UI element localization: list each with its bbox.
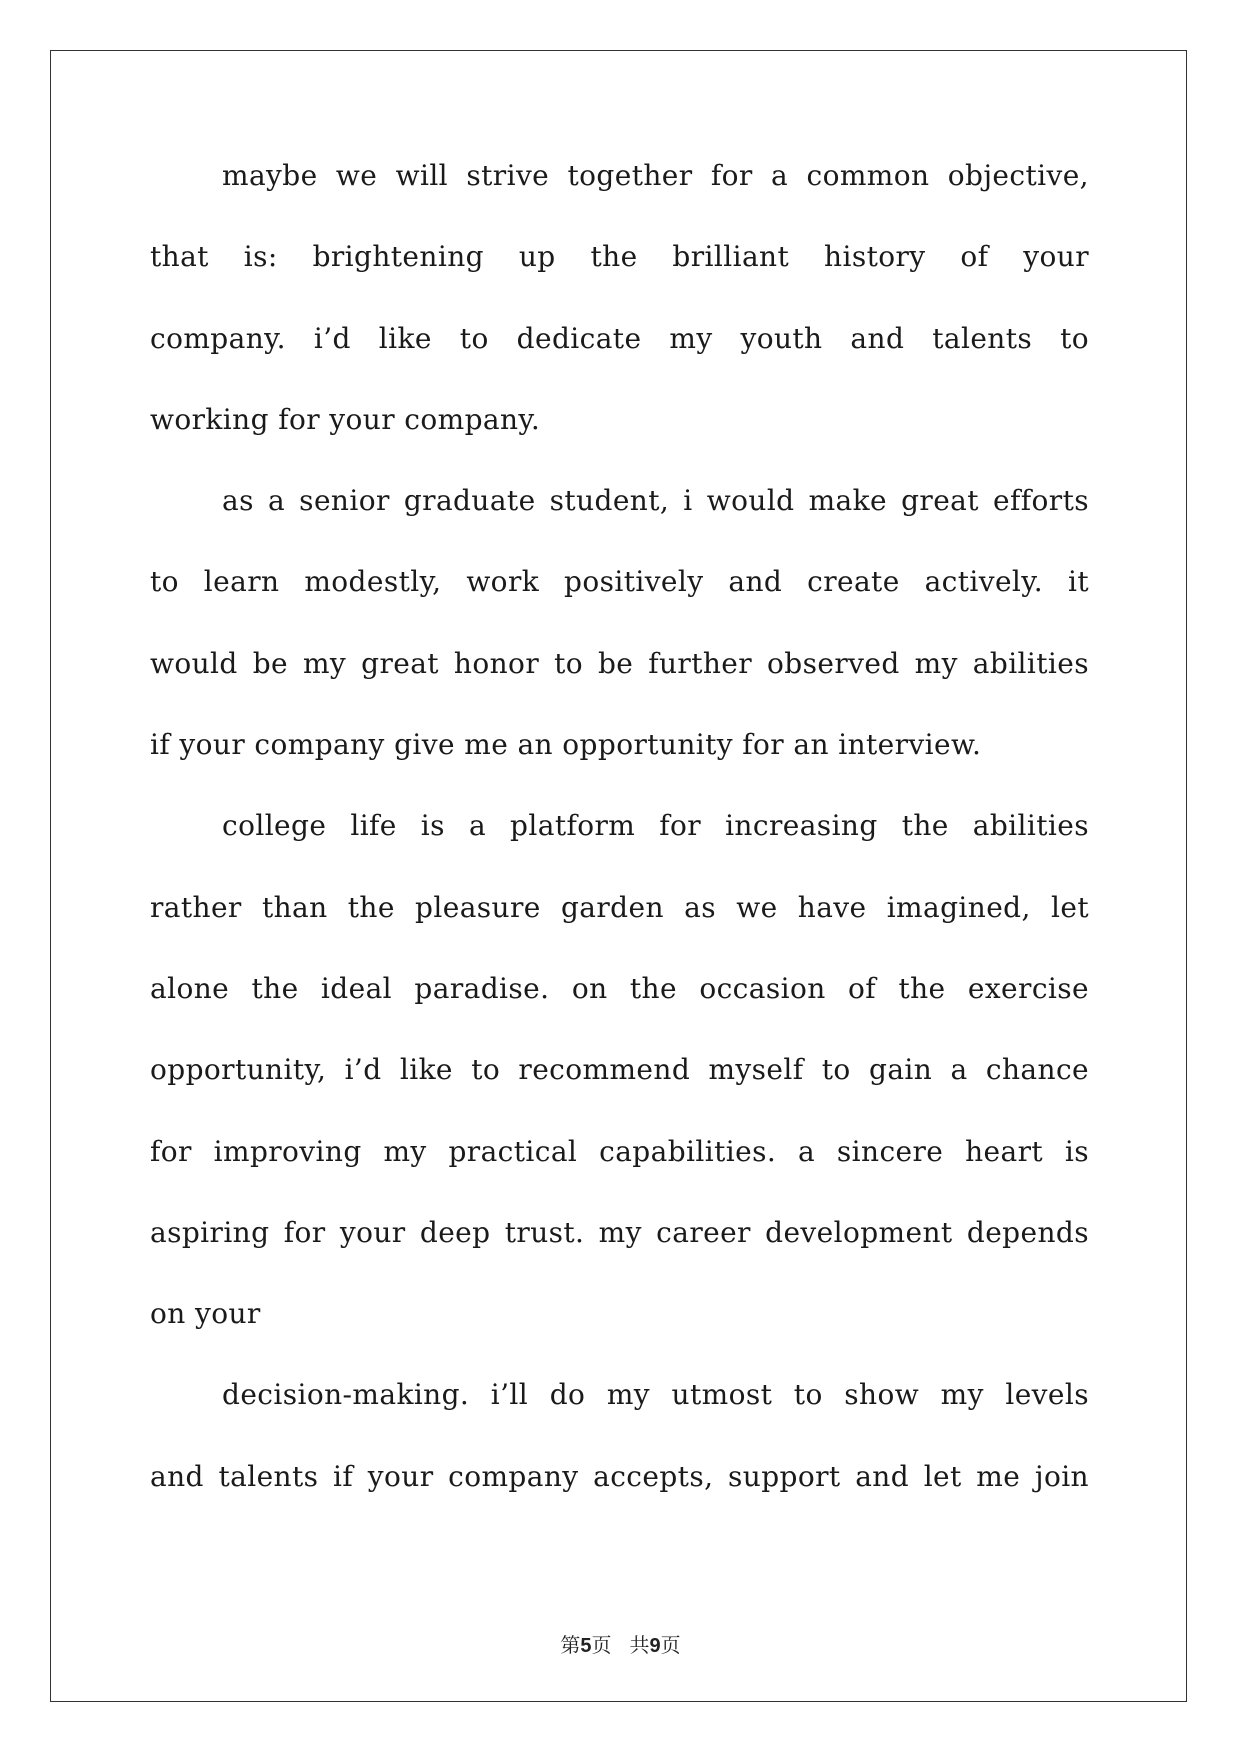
text-line: working for your company. bbox=[150, 402, 541, 436]
text-line: as a senior graduate student, i would make great efforts bbox=[222, 484, 1089, 518]
text-line: alone the ideal paradise. on the occasion of the exercise bbox=[150, 971, 1089, 1005]
text-line: opportunity, i’d like to recommend myself to gain a chance bbox=[150, 1053, 1089, 1087]
text-line: if your company give me an opportunity for an interview. bbox=[150, 728, 982, 762]
text-line: would be my great honor to be further observed my abilities bbox=[150, 646, 1089, 680]
page-number: 5 bbox=[580, 1635, 592, 1657]
text-line: company. i’d like to dedicate my youth and talents to bbox=[150, 321, 1089, 355]
page-suffix: 页 bbox=[591, 1633, 612, 1657]
text-line: rather than the pleasure garden as we have imagined, let bbox=[150, 890, 1089, 924]
text-line: and talents if your company accepts, support and let me join bbox=[150, 1459, 1089, 1493]
document-body bbox=[150, 159, 1089, 1541]
text-line: that is: brightening up the brilliant history of your bbox=[150, 240, 1089, 274]
text-line: college life is a platform for increasing the abilities bbox=[222, 809, 1089, 843]
total-prefix: 共 bbox=[629, 1633, 650, 1657]
total-suffix: 页 bbox=[660, 1633, 681, 1657]
page-footer bbox=[0, 1629, 1241, 1658]
text-line: on your bbox=[150, 1297, 261, 1331]
text-line: for improving my practical capabilities. a sincere heart is bbox=[150, 1134, 1089, 1168]
text-line: maybe we will strive together for a common objective, bbox=[222, 159, 1089, 192]
text-line: to learn modestly, work positively and create actively. it bbox=[150, 565, 1089, 599]
text-line: decision-making. i’ll do my utmost to show my levels bbox=[222, 1378, 1089, 1412]
text-line: aspiring for your deep trust. my career development depends bbox=[150, 1215, 1089, 1249]
total-pages: 9 bbox=[649, 1635, 661, 1657]
page-prefix: 第 bbox=[560, 1633, 581, 1657]
